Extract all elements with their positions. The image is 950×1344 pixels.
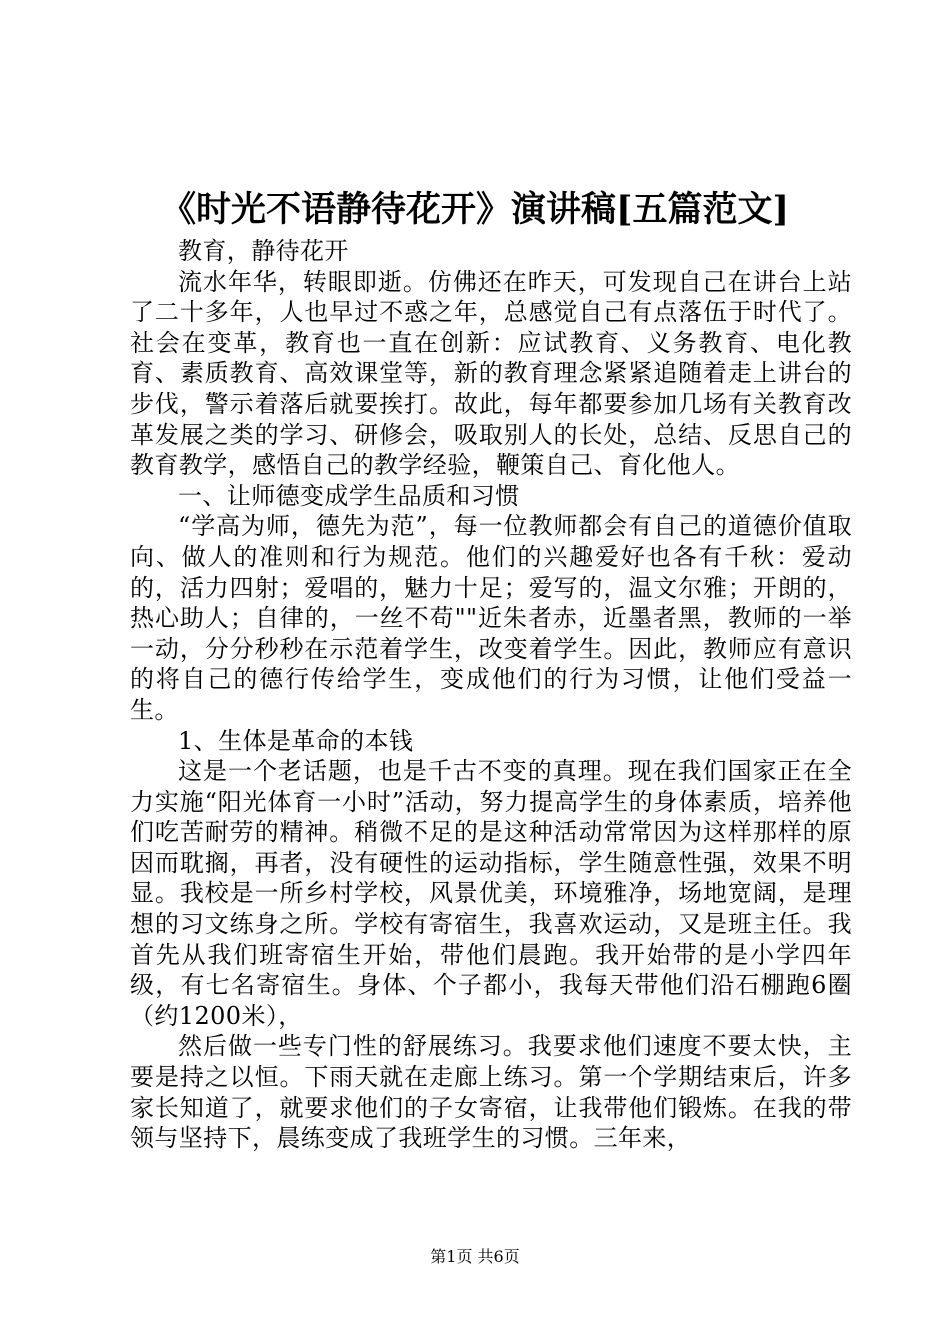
page-footer: 第1页 共6页 [430,1247,520,1266]
document-body [130,236,852,1154]
paragraph-physical-health: 这是一个老话题，也是千古不变的真理。现在我们国家正在全力实施“阳光体育一小时”活动，努力提高学生的身体素质，培养他们吃苦耐劳的精神。稍微不足的是这种活动常常因为这样那样的原因而耽搁，再者，没有硬性的运动指标，学生随意性强，效果不明显。我校是一所乡村学校，风景优美，环境雅净，场地宽阔，是理想的习文练身之所。学校有寄宿生，我喜欢运动，又是班主任。我首先从我们班寄宿生开始，带他们晨跑。我开始带的是小学四年级，有七名寄宿生。身体、个子都小，我每天带他们沿石棚跑6圈（约1200米）， [130,757,852,1030]
section-heading-1: 一、让师德变成学生品质和习惯 [178,481,520,510]
subsection-heading-1: 1、生体是革命的本钱 [178,726,414,755]
document-title: 《时光不语静待花开》演讲稿[五篇范文] [160,189,790,230]
paragraph-morning-exercise: 然后做一些专门性的舒展练习。我要求他们速度不要太快，主要是持之以恒。下雨天就在走廊上练习。第一个学期结束后，许多家长知道了，就要求他们的子女寄宿，让我带他们锻炼。在我的带领与坚持下，晨练变成了我班学生的习惯。三年来， [130,1032,852,1153]
paragraph-heading-education: 教育，静待花开 [178,237,349,265]
paragraph-teacher-morals: “学高为师，德先为范”，每一位教师都会有自己的道德价值取向、做人的准则和行为规范。他们的兴趣爱好也各有千秋：爱动的，活力四射；爱唱的，魅力十足；爱写的，温文尔雅；开朗的，热心助人；自律的，一丝不苟""近朱者赤，近墨者黑，教师的一举一动，分分秒秒在示范着学生，改变着学生。因此，教师应有意识的将自己的德行传给学生，变成他们的行为习惯，让他们受益一生。 [130,512,852,724]
paragraph-intro: 流水年华，转眼即逝。仿佛还在昨天，可发现自己在讲台上站了二十多年，人也早过不惑之年，总感觉自己有点落伍于时代了。社会在变革，教育也一直在创新：应试教育、义务教育、电化教育、素质教育、高效课堂等，新的教育理念紧紧追随着走上讲台的步伐，警示着落后就要挨打。故此，每年都要参加几场有关教育改革发展之类的学习、研修会，吸取别人的长处，总结、反思自己的教育教学，感悟自己的教学经验，鞭策自己、育化他人。 [130,267,852,480]
